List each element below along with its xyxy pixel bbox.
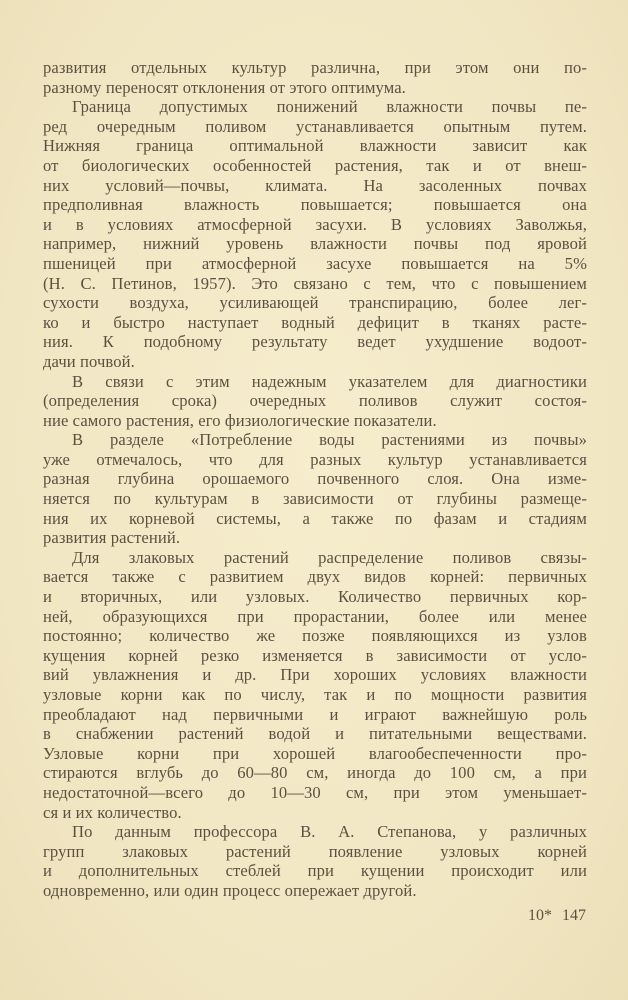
text-line: Нижняя граница оптимальной влажности зависит как: [43, 136, 587, 156]
page-number: 147: [562, 907, 586, 924]
paragraph: [43, 430, 587, 548]
text-line: Граница допустимых понижений влажности почвы пе-: [72, 97, 587, 117]
text-line: постоянно; количество же позже появляющихся из узлов: [43, 626, 587, 646]
paragraph: [43, 58, 587, 97]
text-line: ко и быстро наступает водный дефицит в тканях расте-: [43, 312, 587, 332]
text-line: недостаточной—всего до 10—30 см, при этом уменьшает-: [43, 782, 587, 802]
text-line: и вторичных, или узловых. Количество первичных кор-: [43, 587, 587, 607]
text-line: стираются вглубь до 60—80 см, иногда до 100 см, а при: [43, 763, 587, 783]
text-line: ния их корневой системы, а также по фазам и стадиям: [43, 508, 587, 528]
paragraph: [43, 822, 587, 900]
text-line: ней, образующихся при прорастании, более или менее: [43, 606, 587, 626]
text-line: пшеницей при атмосферной засухе повышается на 5%: [43, 253, 587, 273]
text-line: ния. К подобному результату ведет ухудшение водоот-: [43, 332, 587, 352]
body-text: [43, 58, 587, 901]
paragraph: [43, 548, 587, 822]
text-line: преобладают над первичными и играют важнейшую роль: [43, 704, 587, 724]
text-line: ред очередным поливом устанавливается опытным путем.: [43, 116, 587, 136]
text-line: развития отдельных культур различна, при этом они по-: [43, 58, 587, 77]
paragraph: [43, 97, 587, 371]
text-line: ся и их количество.: [43, 802, 182, 822]
text-line: сухости воздуха, усиливающей транспирацию, более лег-: [43, 293, 587, 313]
text-line: (Н. С. Петинов, 1957). Это связано с тем, что с повышением: [43, 273, 587, 293]
text-line: Для злаковых растений распределение поливов связы-: [72, 547, 587, 567]
text-line: ние самого растения, его физиологические показатели.: [43, 410, 437, 430]
text-line: узловые корни как по числу, так и по мощности развития: [43, 685, 587, 704]
text-line: и дополнительных стеблей при кущении происходит или: [43, 861, 587, 881]
text-line: кущения корней резко изменяется в зависимости от усло-: [43, 645, 587, 665]
text-line: разному переносят отклонения от этого оптимума.: [43, 77, 406, 97]
text-line: (определения срока) очередных поливов служит состоя-: [43, 391, 587, 411]
text-line: вий увлажнения и др. При хороших условиях влажности: [43, 665, 587, 685]
text-line: например, нижний уровень влажности почвы под яровой: [43, 234, 587, 254]
text-line: вается также с развитием двух видов корней: первичных: [43, 567, 587, 587]
text-line: развития растений.: [43, 528, 181, 548]
text-line: уже отмечалось, что для разных культур устанавливается: [43, 449, 587, 469]
text-line: от биологических особенностей растения, так и от внеш-: [43, 155, 587, 175]
text-line: одновременно, или один процесс опережает другой.: [43, 880, 417, 900]
text-line: групп злаковых растений появление узловых корней: [43, 841, 587, 861]
paragraph: [43, 372, 587, 431]
text-line: разная глубина орошаемого почвенного слоя. Она изме-: [43, 469, 587, 489]
text-line: В разделе «Потребление воды растениями из почвы»: [72, 430, 587, 450]
text-line: в снабжении растений водой и питательными веществами.: [43, 724, 587, 744]
text-line: По данным профессора В. А. Степанова, у различных: [72, 822, 587, 842]
text-line: В связи с этим надежным указателем для диагностики: [72, 371, 587, 391]
text-line: и в условиях атмосферной засухи. В условиях Заволжья,: [43, 214, 587, 234]
text-line: Узловые корни при хорошей влагообеспеченности про-: [43, 743, 587, 763]
text-line: предполивная влажность повышается; повышается она: [43, 195, 587, 215]
signature-mark: 10*: [528, 907, 552, 924]
text-line: няется по культурам в зависимости от глубины размеще-: [43, 489, 587, 509]
text-line: них условий—почвы, климата. На засоленных почвах: [43, 175, 587, 195]
text-line: дачи почвой.: [43, 351, 135, 371]
page-footer: [528, 907, 586, 925]
